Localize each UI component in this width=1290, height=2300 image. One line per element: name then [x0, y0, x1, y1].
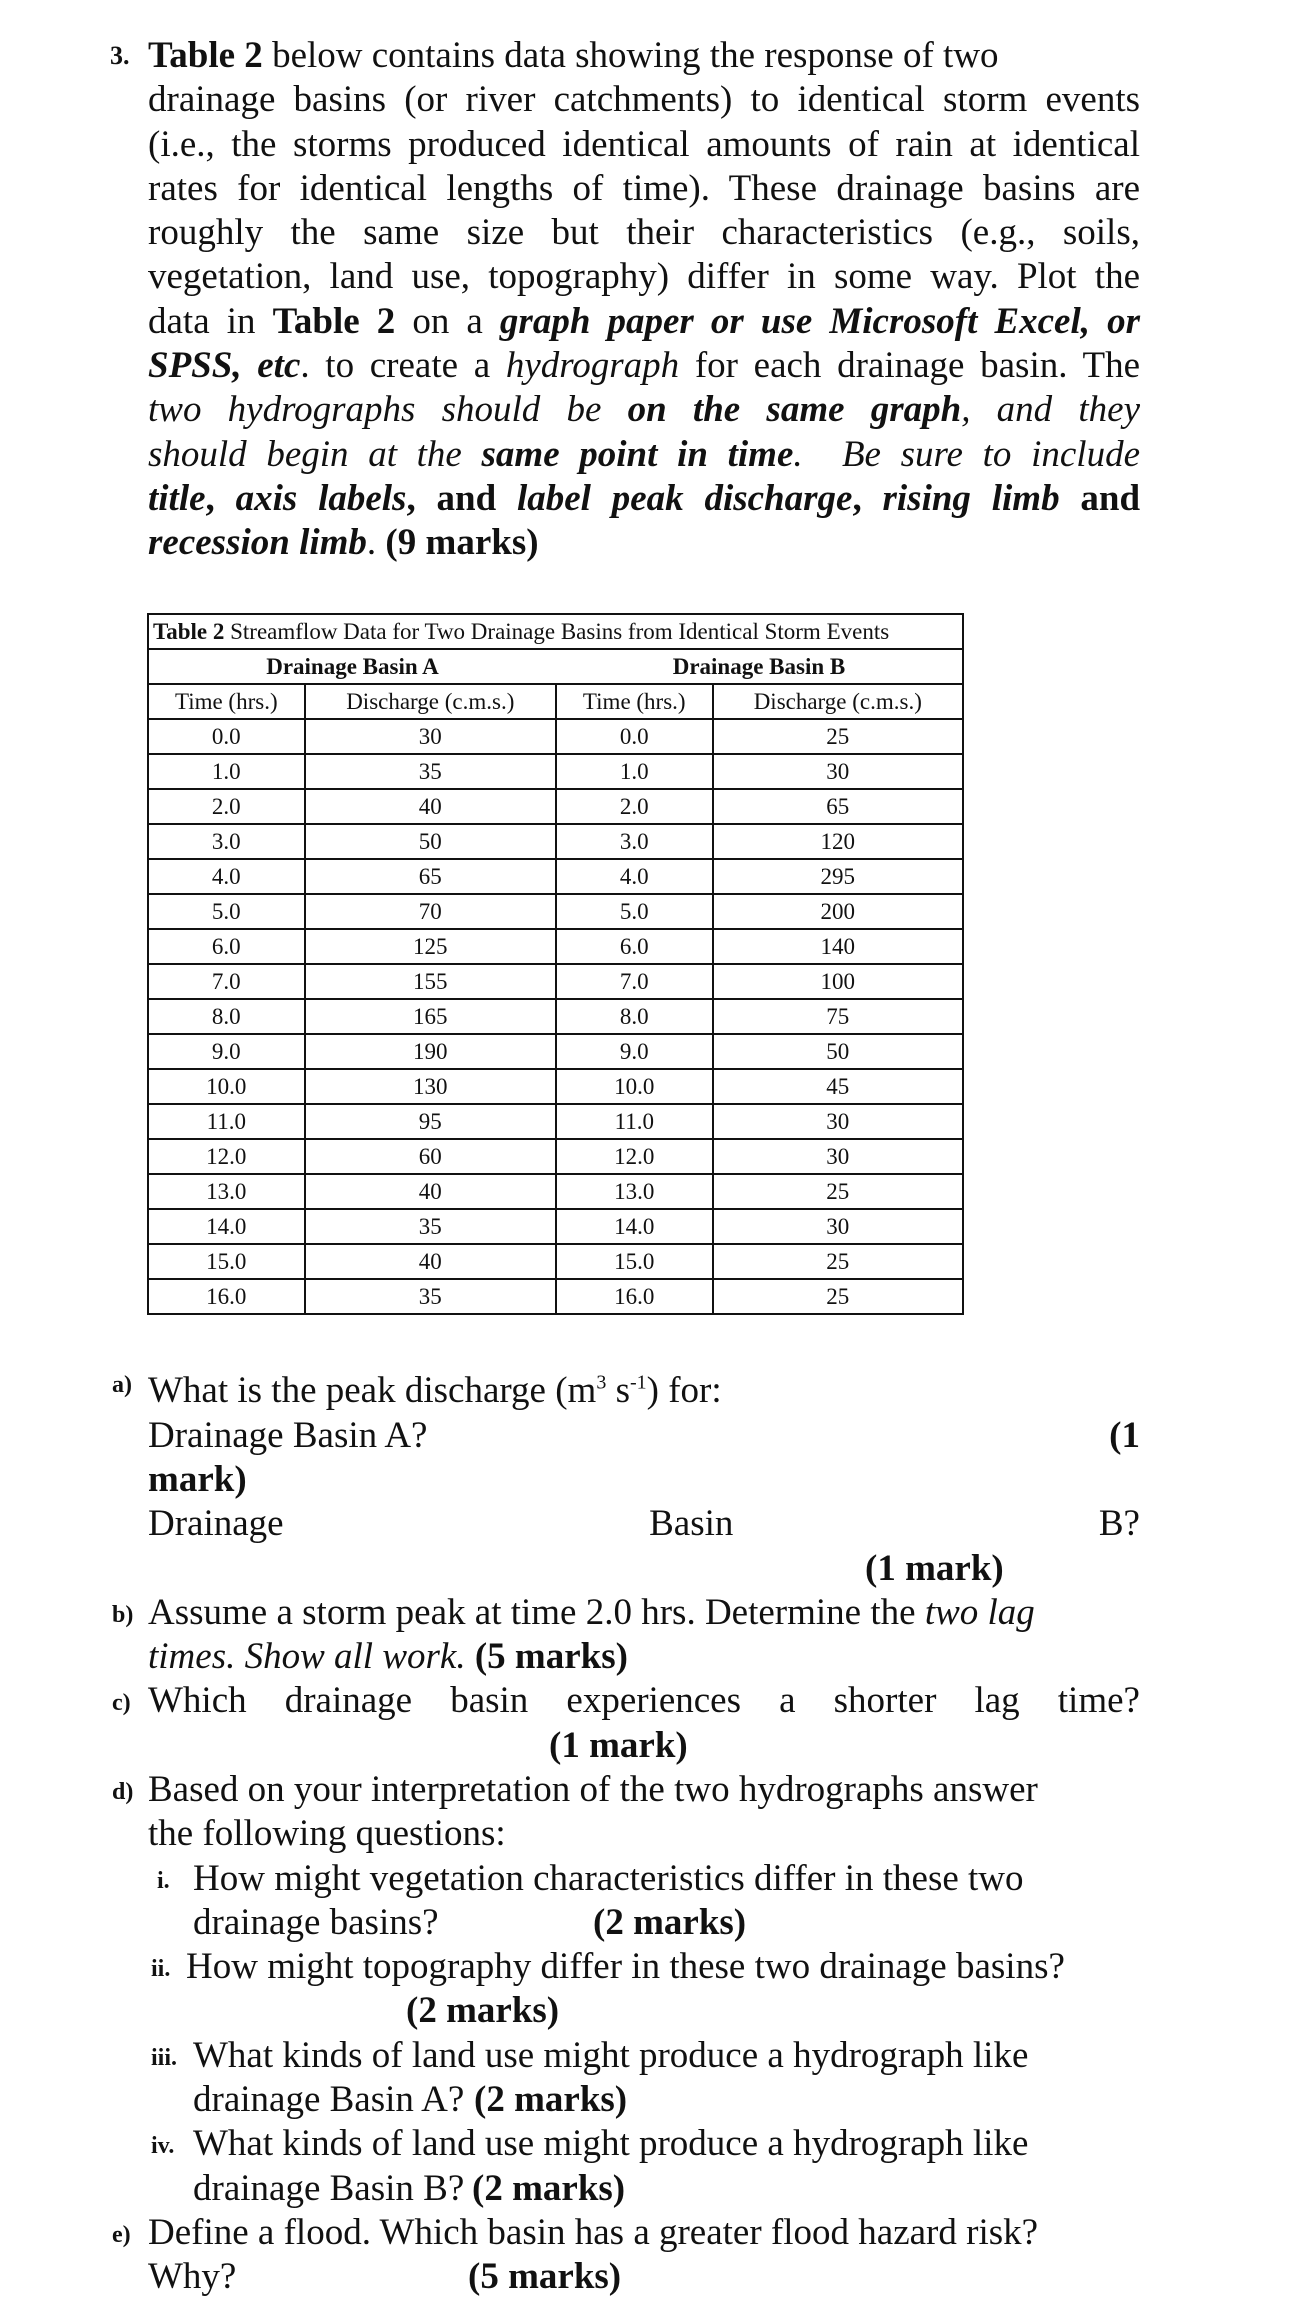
- subq-a: [112, 1361, 1140, 1414]
- column-header-time-a: Time (hrs.): [148, 684, 305, 719]
- subq-d-line2: the following questions:: [148, 1813, 506, 1855]
- discharge-a-cell: 130: [305, 1069, 556, 1104]
- question-line: SPSS, etc. to create a hydrograph for each drainage basin. The: [148, 345, 1140, 387]
- table-row: [148, 929, 963, 964]
- subq-d-ii: [148, 1945, 1140, 1989]
- time-a-cell: 9.0: [148, 1034, 305, 1069]
- basin-b-header: Drainage Basin B: [556, 649, 963, 684]
- time-a-cell: 6.0: [148, 929, 305, 964]
- discharge-b-cell: 65: [713, 789, 963, 824]
- time-a-cell: 12.0: [148, 1139, 305, 1174]
- subq-d-iii-text: drainage Basin A?: [193, 2079, 465, 2121]
- discharge-b-cell: 100: [713, 964, 963, 999]
- subq-c-word: basin: [450, 1680, 529, 1722]
- time-b-cell: 16.0: [556, 1279, 713, 1314]
- question-3: [110, 34, 1141, 566]
- question-line: title, axis labels, and label peak discharge, rising limb and: [148, 477, 1141, 519]
- question-line: two hydrographs should be on the same graph, and they: [148, 389, 1140, 431]
- subq-d-iii-label: iii.: [151, 2044, 178, 2071]
- time-a-cell: 15.0: [148, 1244, 305, 1279]
- time-b-cell: 4.0: [556, 859, 713, 894]
- subq-b-text-italic: two lag: [924, 1591, 1035, 1633]
- time-b-cell: 2.0: [556, 789, 713, 824]
- time-b-cell: 8.0: [556, 999, 713, 1034]
- time-b-cell: 14.0: [556, 1209, 713, 1244]
- subq-d-iv-text: What kinds of land use might produce a hydrograph like: [193, 2123, 1029, 2165]
- subq-d-iii-line2: [148, 2078, 1140, 2122]
- table-row: [148, 719, 963, 754]
- subq-c-word: shorter: [833, 1680, 937, 1722]
- sub-questions: [112, 1361, 1140, 2300]
- question-text: below contains data showing the response of two: [262, 35, 999, 76]
- subq-b-mark: (5 marks): [465, 1636, 628, 1678]
- subq-c-word: time?: [1057, 1680, 1140, 1722]
- subq-b: [112, 1591, 1140, 1635]
- subq-a1-mark-close: mark): [148, 1458, 247, 1500]
- subq-b-line2: [148, 1635, 1140, 1679]
- subq-a2-word: Basin: [649, 1503, 734, 1545]
- table-row: [148, 754, 963, 789]
- question-line: drainage basins (or river catchments) to identical storm events: [148, 79, 1140, 121]
- subq-d-i-text: How might vegetation characteristics differ in these two: [193, 1857, 1024, 1899]
- table-row: [148, 999, 963, 1034]
- streamflow-table: [147, 613, 964, 1315]
- subq-d-text: Based on your interpretation of the two hydrographs answer: [148, 1769, 1038, 1810]
- subq-b-text: Assume a storm peak at time 2.0 hrs. Determine the: [148, 1591, 925, 1633]
- column-header-time-b: Time (hrs.): [556, 684, 713, 719]
- discharge-a-cell: 60: [305, 1139, 556, 1174]
- subq-a1-mark: (1: [1109, 1414, 1140, 1456]
- subq-c-label: c): [112, 1690, 131, 1717]
- subq-b-label: b): [112, 1601, 134, 1628]
- question-line: recession limb. (9 marks): [148, 522, 539, 564]
- time-a-cell: 16.0: [148, 1279, 305, 1314]
- discharge-a-cell: 35: [305, 1209, 556, 1244]
- discharge-b-cell: 25: [713, 719, 963, 754]
- subq-d-i-line2: [148, 1901, 1140, 1945]
- subq-d-iv-text: drainage Basin B?: [193, 2167, 465, 2209]
- table-caption-row: [148, 614, 963, 649]
- table-caption: Table 2 Streamflow Data for Two Drainage Basins from Identical Storm Events: [148, 614, 963, 649]
- table-row: [148, 1244, 963, 1279]
- discharge-b-cell: 295: [713, 859, 963, 894]
- subq-a-text: What is the peak discharge ($m^3$ $s^{-1}$) for:: [148, 1370, 722, 1412]
- discharge-a-cell: 165: [305, 999, 556, 1034]
- subq-d-iv: [148, 2122, 1140, 2166]
- time-b-cell: 9.0: [556, 1034, 713, 1069]
- subq-d-iii-text: What kinds of land use might produce a hydrograph like: [193, 2034, 1029, 2076]
- time-b-cell: 1.0: [556, 754, 713, 789]
- time-a-cell: 4.0: [148, 859, 305, 894]
- discharge-a-cell: 70: [305, 894, 556, 929]
- time-a-cell: 5.0: [148, 894, 305, 929]
- subq-c-word: Which: [148, 1680, 247, 1722]
- table-ref: Table 2: [148, 35, 263, 76]
- subq-d-i-mark: (2 marks): [593, 1901, 747, 1943]
- time-b-cell: 10.0: [556, 1069, 713, 1104]
- discharge-a-cell: 40: [305, 1174, 556, 1209]
- table-row: [148, 1034, 963, 1069]
- time-b-cell: 0.0: [556, 719, 713, 754]
- discharge-a-cell: 40: [305, 1244, 556, 1279]
- discharge-b-cell: 200: [713, 894, 963, 929]
- table-row: [148, 1104, 963, 1139]
- time-b-cell: 7.0: [556, 964, 713, 999]
- subq-d-iv-mark: (2 marks): [472, 2167, 626, 2209]
- discharge-a-cell: 35: [305, 754, 556, 789]
- table-row: [148, 1279, 963, 1314]
- table-row: [148, 964, 963, 999]
- subq-c-word: a: [779, 1680, 796, 1722]
- subq-a2: [148, 1502, 1140, 1546]
- time-a-cell: 0.0: [148, 719, 305, 754]
- discharge-a-cell: 65: [305, 859, 556, 894]
- subq-a-label: a): [112, 1372, 132, 1398]
- subq-d-ii-label: ii.: [151, 1956, 171, 1983]
- question-line: data in Table 2 on a graph paper or use Microsoft Excel, or: [148, 300, 1140, 342]
- discharge-b-cell: 30: [713, 754, 963, 789]
- discharge-a-cell: 30: [305, 719, 556, 754]
- discharge-b-cell: 50: [713, 1034, 963, 1069]
- discharge-b-cell: 30: [713, 1139, 963, 1174]
- subq-d-ii-mark-row: [148, 1989, 1140, 2033]
- subq-d-i: [148, 1857, 1140, 1901]
- subq-d-iv-label: iv.: [151, 2133, 175, 2160]
- time-a-cell: 1.0: [148, 754, 305, 789]
- discharge-b-cell: 140: [713, 929, 963, 964]
- subq-a1: [148, 1414, 1140, 1458]
- time-b-cell: 6.0: [556, 929, 713, 964]
- time-a-cell: 3.0: [148, 824, 305, 859]
- subq-c-mark-row: [148, 1724, 1140, 1768]
- subq-d-iii: [148, 2034, 1140, 2078]
- subq-c-word: experiences: [566, 1680, 742, 1722]
- discharge-b-cell: 120: [713, 824, 963, 859]
- discharge-a-cell: 35: [305, 1279, 556, 1314]
- question-line: should begin at the same point in time. Be sure to include: [148, 433, 1140, 475]
- table-row: [148, 789, 963, 824]
- discharge-b-cell: 30: [713, 1209, 963, 1244]
- column-header-discharge-a: Discharge (c.m.s.): [305, 684, 556, 719]
- subq-e-label: e): [112, 2221, 131, 2248]
- table-row: [148, 824, 963, 859]
- subq-a2-word: B?: [1098, 1503, 1140, 1545]
- subq-c-word: lag: [974, 1680, 1020, 1722]
- subq-b-text-italic: times. Show all work.: [148, 1636, 466, 1678]
- subq-e-text: Why?: [148, 2256, 237, 2298]
- table-row: [148, 1069, 963, 1104]
- subq-a2-mark-row: [148, 1547, 1140, 1591]
- discharge-b-cell: 25: [713, 1279, 963, 1314]
- subq-e: [112, 2211, 1140, 2255]
- subq-e-mark: (5 marks): [468, 2256, 622, 2298]
- subq-d-ii-mark: (2 marks): [406, 1990, 560, 2032]
- subq-a2-mark: (1 mark): [865, 1547, 1004, 1589]
- subq-d-i-text: drainage basins?: [193, 1901, 439, 1943]
- time-a-cell: 7.0: [148, 964, 305, 999]
- discharge-a-cell: 40: [305, 789, 556, 824]
- discharge-a-cell: 125: [305, 929, 556, 964]
- discharge-b-cell: 75: [713, 999, 963, 1034]
- discharge-b-cell: 45: [713, 1069, 963, 1104]
- discharge-b-cell: 25: [713, 1244, 963, 1279]
- table-row: [148, 1174, 963, 1209]
- subq-d-ii-text: How might topography differ in these two drainage basins?: [186, 1946, 1065, 1988]
- subq-d: [112, 1768, 1140, 1812]
- discharge-a-cell: 50: [305, 824, 556, 859]
- question-number: 3.: [110, 41, 130, 70]
- subq-d-i-label: i.: [157, 1867, 170, 1894]
- question-line: roughly the same size but their characteristics (e.g., soils,: [148, 212, 1140, 254]
- time-b-cell: 5.0: [556, 894, 713, 929]
- table-row: [148, 859, 963, 894]
- discharge-a-cell: 95: [305, 1104, 556, 1139]
- subq-e-text: Define a flood. Which basin has a greater flood hazard risk?: [148, 2211, 1039, 2253]
- basin-a-header: Drainage Basin A: [148, 649, 556, 684]
- subq-c-word: drainage: [284, 1680, 413, 1722]
- table-column-header-row: [148, 684, 963, 719]
- discharge-a-cell: 155: [305, 964, 556, 999]
- table-row: [148, 1139, 963, 1174]
- subq-d-iv-line2: [148, 2167, 1140, 2211]
- subq-e-line2: [148, 2255, 1140, 2299]
- time-a-cell: 10.0: [148, 1069, 305, 1104]
- column-header-discharge-b: Discharge (c.m.s.): [713, 684, 963, 719]
- time-b-cell: 15.0: [556, 1244, 713, 1279]
- subq-a1-text: Drainage Basin A?: [148, 1414, 428, 1456]
- table-row: [148, 1209, 963, 1244]
- subq-d-label: d): [112, 1779, 134, 1805]
- discharge-b-cell: 25: [713, 1174, 963, 1209]
- subq-a2-word: Drainage: [148, 1503, 284, 1545]
- question-line: [148, 34, 1140, 78]
- table-row: [148, 894, 963, 929]
- time-a-cell: 11.0: [148, 1104, 305, 1139]
- time-b-cell: 3.0: [556, 824, 713, 859]
- time-a-cell: 14.0: [148, 1209, 305, 1244]
- question-line: vegetation, land use, topography) differ in some way. Plot the: [148, 256, 1140, 298]
- subq-d-iii-mark: (2 marks): [474, 2079, 628, 2121]
- question-line: rates for identical lengths of time). These drainage basins are: [148, 167, 1140, 209]
- discharge-b-cell: 30: [713, 1104, 963, 1139]
- subq-c-mark: (1 mark): [549, 1724, 688, 1766]
- subq-c: [112, 1679, 1140, 1723]
- time-a-cell: 2.0: [148, 789, 305, 824]
- time-a-cell: 13.0: [148, 1174, 305, 1209]
- question-line: (i.e., the storms produced identical amounts of rain at identical: [148, 123, 1140, 165]
- time-b-cell: 12.0: [556, 1139, 713, 1174]
- discharge-a-cell: 190: [305, 1034, 556, 1069]
- time-b-cell: 11.0: [556, 1104, 713, 1139]
- time-a-cell: 8.0: [148, 999, 305, 1034]
- table-basin-header-row: [148, 649, 963, 684]
- time-b-cell: 13.0: [556, 1174, 713, 1209]
